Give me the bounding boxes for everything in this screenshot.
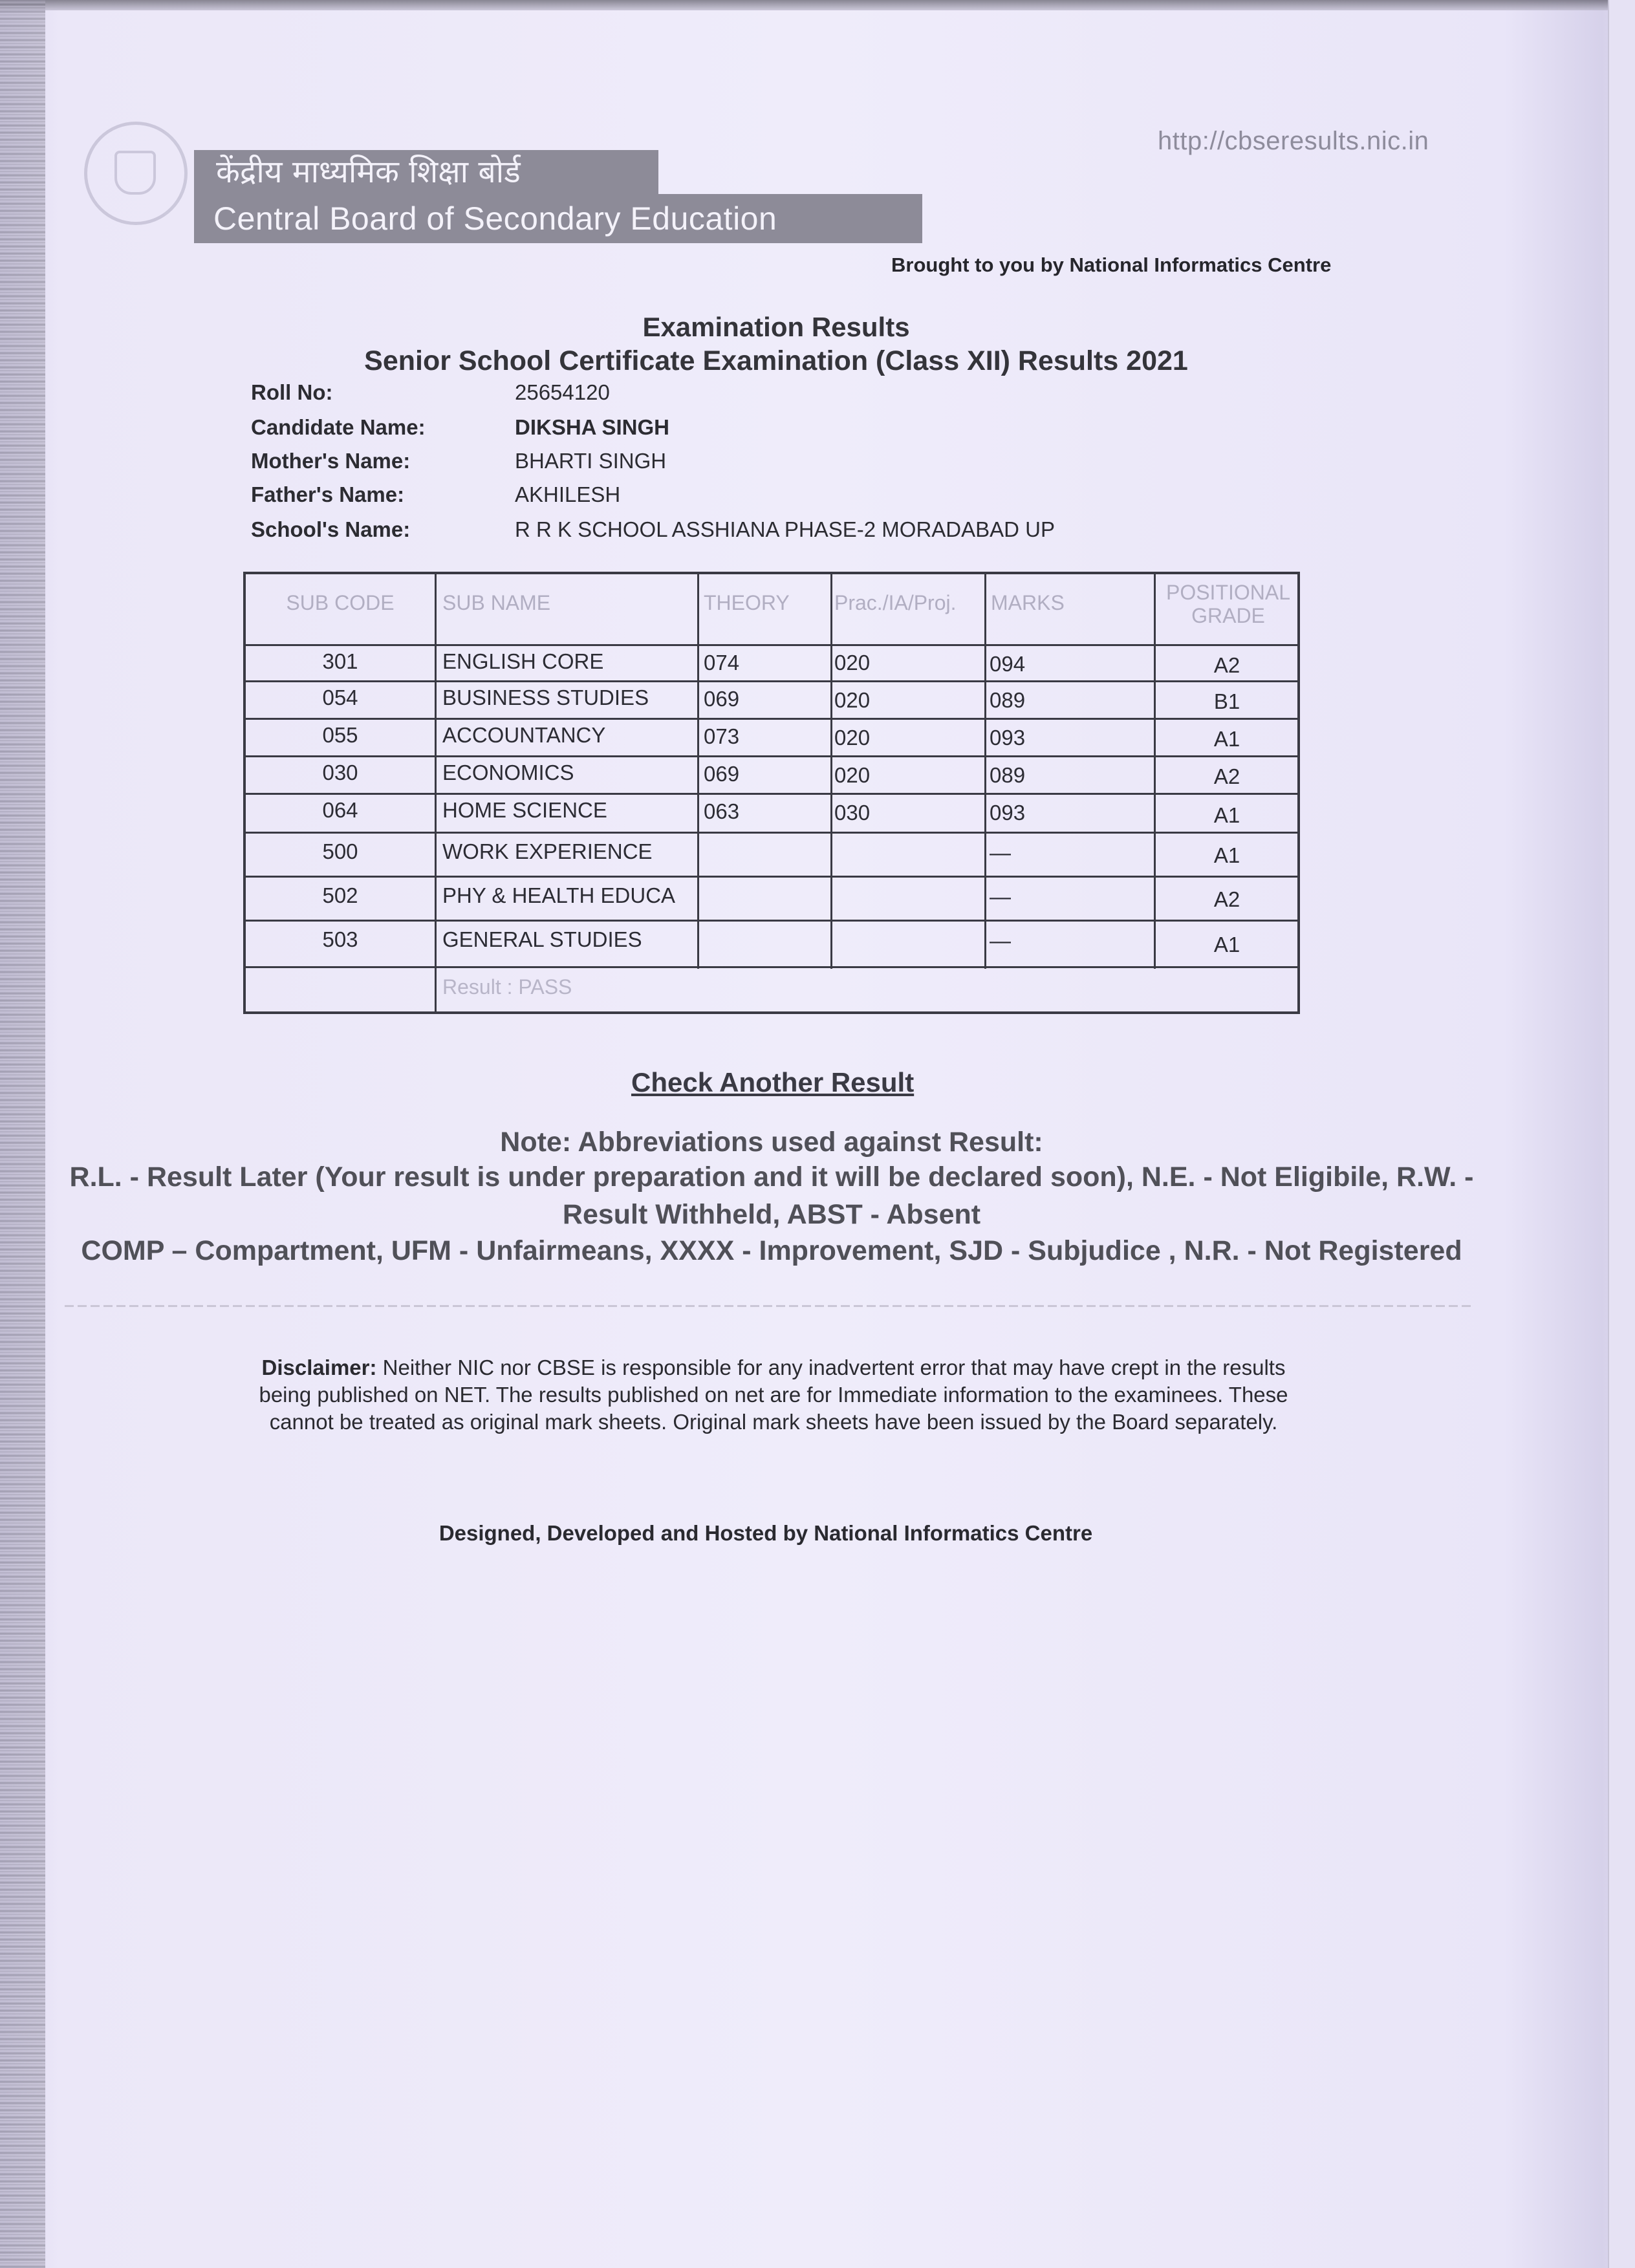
cell-practical: 020 (834, 763, 871, 787)
info-value: BHARTI SINGH (515, 449, 667, 473)
cell-marks: — (990, 929, 1011, 953)
info-value: 25654120 (515, 380, 610, 404)
cell-sub-code: 500 (322, 839, 358, 863)
table-divider (697, 574, 699, 969)
result-status: Result : PASS (442, 975, 572, 999)
scan-edge-top (0, 0, 1635, 10)
cell-marks: 094 (990, 652, 1026, 676)
cell-sub-name: ENGLISH CORE (442, 649, 604, 673)
table-rule (246, 680, 1297, 682)
table-rule (246, 966, 1297, 968)
disclaimer-label: Disclaimer: (261, 1355, 377, 1379)
table-rule (246, 644, 1297, 646)
table-divider (1154, 574, 1156, 969)
table-divider (984, 574, 986, 969)
header-grade: POSITIONAL GRADE (1165, 581, 1291, 627)
cell-marks: 093 (990, 726, 1026, 750)
exam-subtitle: Senior School Certificate Examination (Class XII) Results 2021 (364, 345, 1188, 376)
brought-by-text: Brought to you by National Informatics Centre (891, 254, 1332, 276)
cell-theory: 074 (704, 651, 740, 675)
disclaimer (246, 1354, 1301, 1436)
cell-sub-code: 502 (322, 883, 358, 907)
info-value: DIKSHA SINGH (515, 415, 669, 439)
note-line: R.L. - Result Later (Your result is under preparation and it will be declared soon), N.E. - Not Eligibile, R.W. - (69, 1161, 1474, 1193)
cell-theory: 063 (704, 799, 740, 823)
cell-grade: A2 (1213, 764, 1240, 788)
cell-practical: 030 (834, 801, 871, 825)
cell-sub-code: 503 (322, 927, 358, 951)
header-theory: THEORY (704, 591, 790, 614)
disclaimer-text: Neither NIC nor CBSE is responsible for any inadvertent error that may have crept in the results being published on NET. The results published on net are for Immediate information to the examinees. These cannot be treated as original mark sheets. Original mark sheets have been issued by the Board separately. (259, 1355, 1288, 1434)
cell-theory: 069 (704, 687, 740, 711)
table-rule (246, 832, 1297, 834)
header-marks: MARKS (991, 591, 1065, 614)
cell-practical: 020 (834, 726, 871, 750)
cell-marks: 089 (990, 688, 1026, 712)
cell-sub-code: 301 (322, 649, 358, 673)
header-sub-code: SUB CODE (286, 591, 395, 614)
cell-practical: 020 (834, 688, 871, 712)
footer-credit: Designed, Developed and Hosted by National Informatics Centre (439, 1521, 1093, 1545)
board-name-hindi: केंद्रीय माध्यमिक शिक्षा बोर्ड (194, 150, 658, 194)
check-another-result-link[interactable]: Check Another Result (631, 1067, 915, 1097)
results-table (243, 572, 1300, 1014)
site-url: http://cbseresults.nic.in (1158, 127, 1429, 155)
cell-grade: A1 (1213, 933, 1240, 956)
cell-sub-code: 054 (322, 686, 358, 709)
cell-practical: 020 (834, 651, 871, 675)
cell-grade: A2 (1213, 887, 1240, 911)
cell-grade: A1 (1213, 843, 1240, 867)
cell-sub-code: 055 (322, 723, 358, 747)
header-sub-name: SUB NAME (442, 591, 551, 614)
cell-sub-code: 064 (322, 798, 358, 822)
cell-sub-name: WORK EXPERIENCE (442, 839, 653, 863)
info-value: R R K SCHOOL ASSHIANA PHASE-2 MORADABAD UP (515, 517, 1055, 541)
cell-sub-name: ECONOMICS (442, 761, 574, 784)
info-value: AKHILESH (515, 482, 621, 506)
cell-grade: A1 (1213, 803, 1240, 827)
divider (65, 1305, 1475, 1307)
board-name-english: Central Board of Secondary Education (194, 194, 922, 243)
table-rule (246, 876, 1297, 878)
cell-marks: — (990, 841, 1011, 865)
scan-edge-right (1608, 0, 1635, 2268)
cell-sub-name: PHY & HEALTH EDUCA (442, 883, 676, 907)
info-label: Candidate Name: (251, 415, 426, 439)
cell-sub-name: GENERAL STUDIES (442, 927, 642, 951)
cell-sub-name: BUSINESS STUDIES (442, 686, 649, 709)
table-rule (246, 755, 1297, 757)
info-label: Father's Name: (251, 482, 405, 506)
cell-theory: 073 (704, 724, 740, 748)
note-line: COMP – Compartment, UFM - Unfairmeans, XXXX - Improvement, SJD - Subjudice , N.R. - Not Registered (81, 1235, 1462, 1266)
cell-sub-name: ACCOUNTANCY (442, 723, 606, 747)
cell-sub-code: 030 (322, 761, 358, 784)
cell-grade: A1 (1213, 727, 1240, 751)
info-label: Roll No: (251, 380, 333, 404)
cbse-logo-icon (84, 122, 188, 225)
note-line: Result Withheld, ABST - Absent (562, 1199, 981, 1230)
header-practical: Prac./IA/Proj. (834, 591, 957, 614)
cell-marks: 089 (990, 763, 1026, 787)
page-title: Examination Results (642, 312, 910, 342)
cell-sub-name: HOME SCIENCE (442, 798, 607, 822)
cell-grade: B1 (1213, 689, 1240, 713)
table-divider (830, 574, 832, 969)
cell-marks: 093 (990, 801, 1026, 825)
cell-grade: A2 (1213, 653, 1240, 677)
table-rule (246, 793, 1297, 795)
table-rule (246, 718, 1297, 720)
info-label: Mother's Name: (251, 449, 411, 473)
note-title: Note: Abbreviations used against Result: (500, 1127, 1043, 1158)
info-label: School's Name: (251, 517, 411, 541)
table-rule (246, 920, 1297, 922)
cell-marks: — (990, 885, 1011, 909)
cell-theory: 069 (704, 762, 740, 786)
